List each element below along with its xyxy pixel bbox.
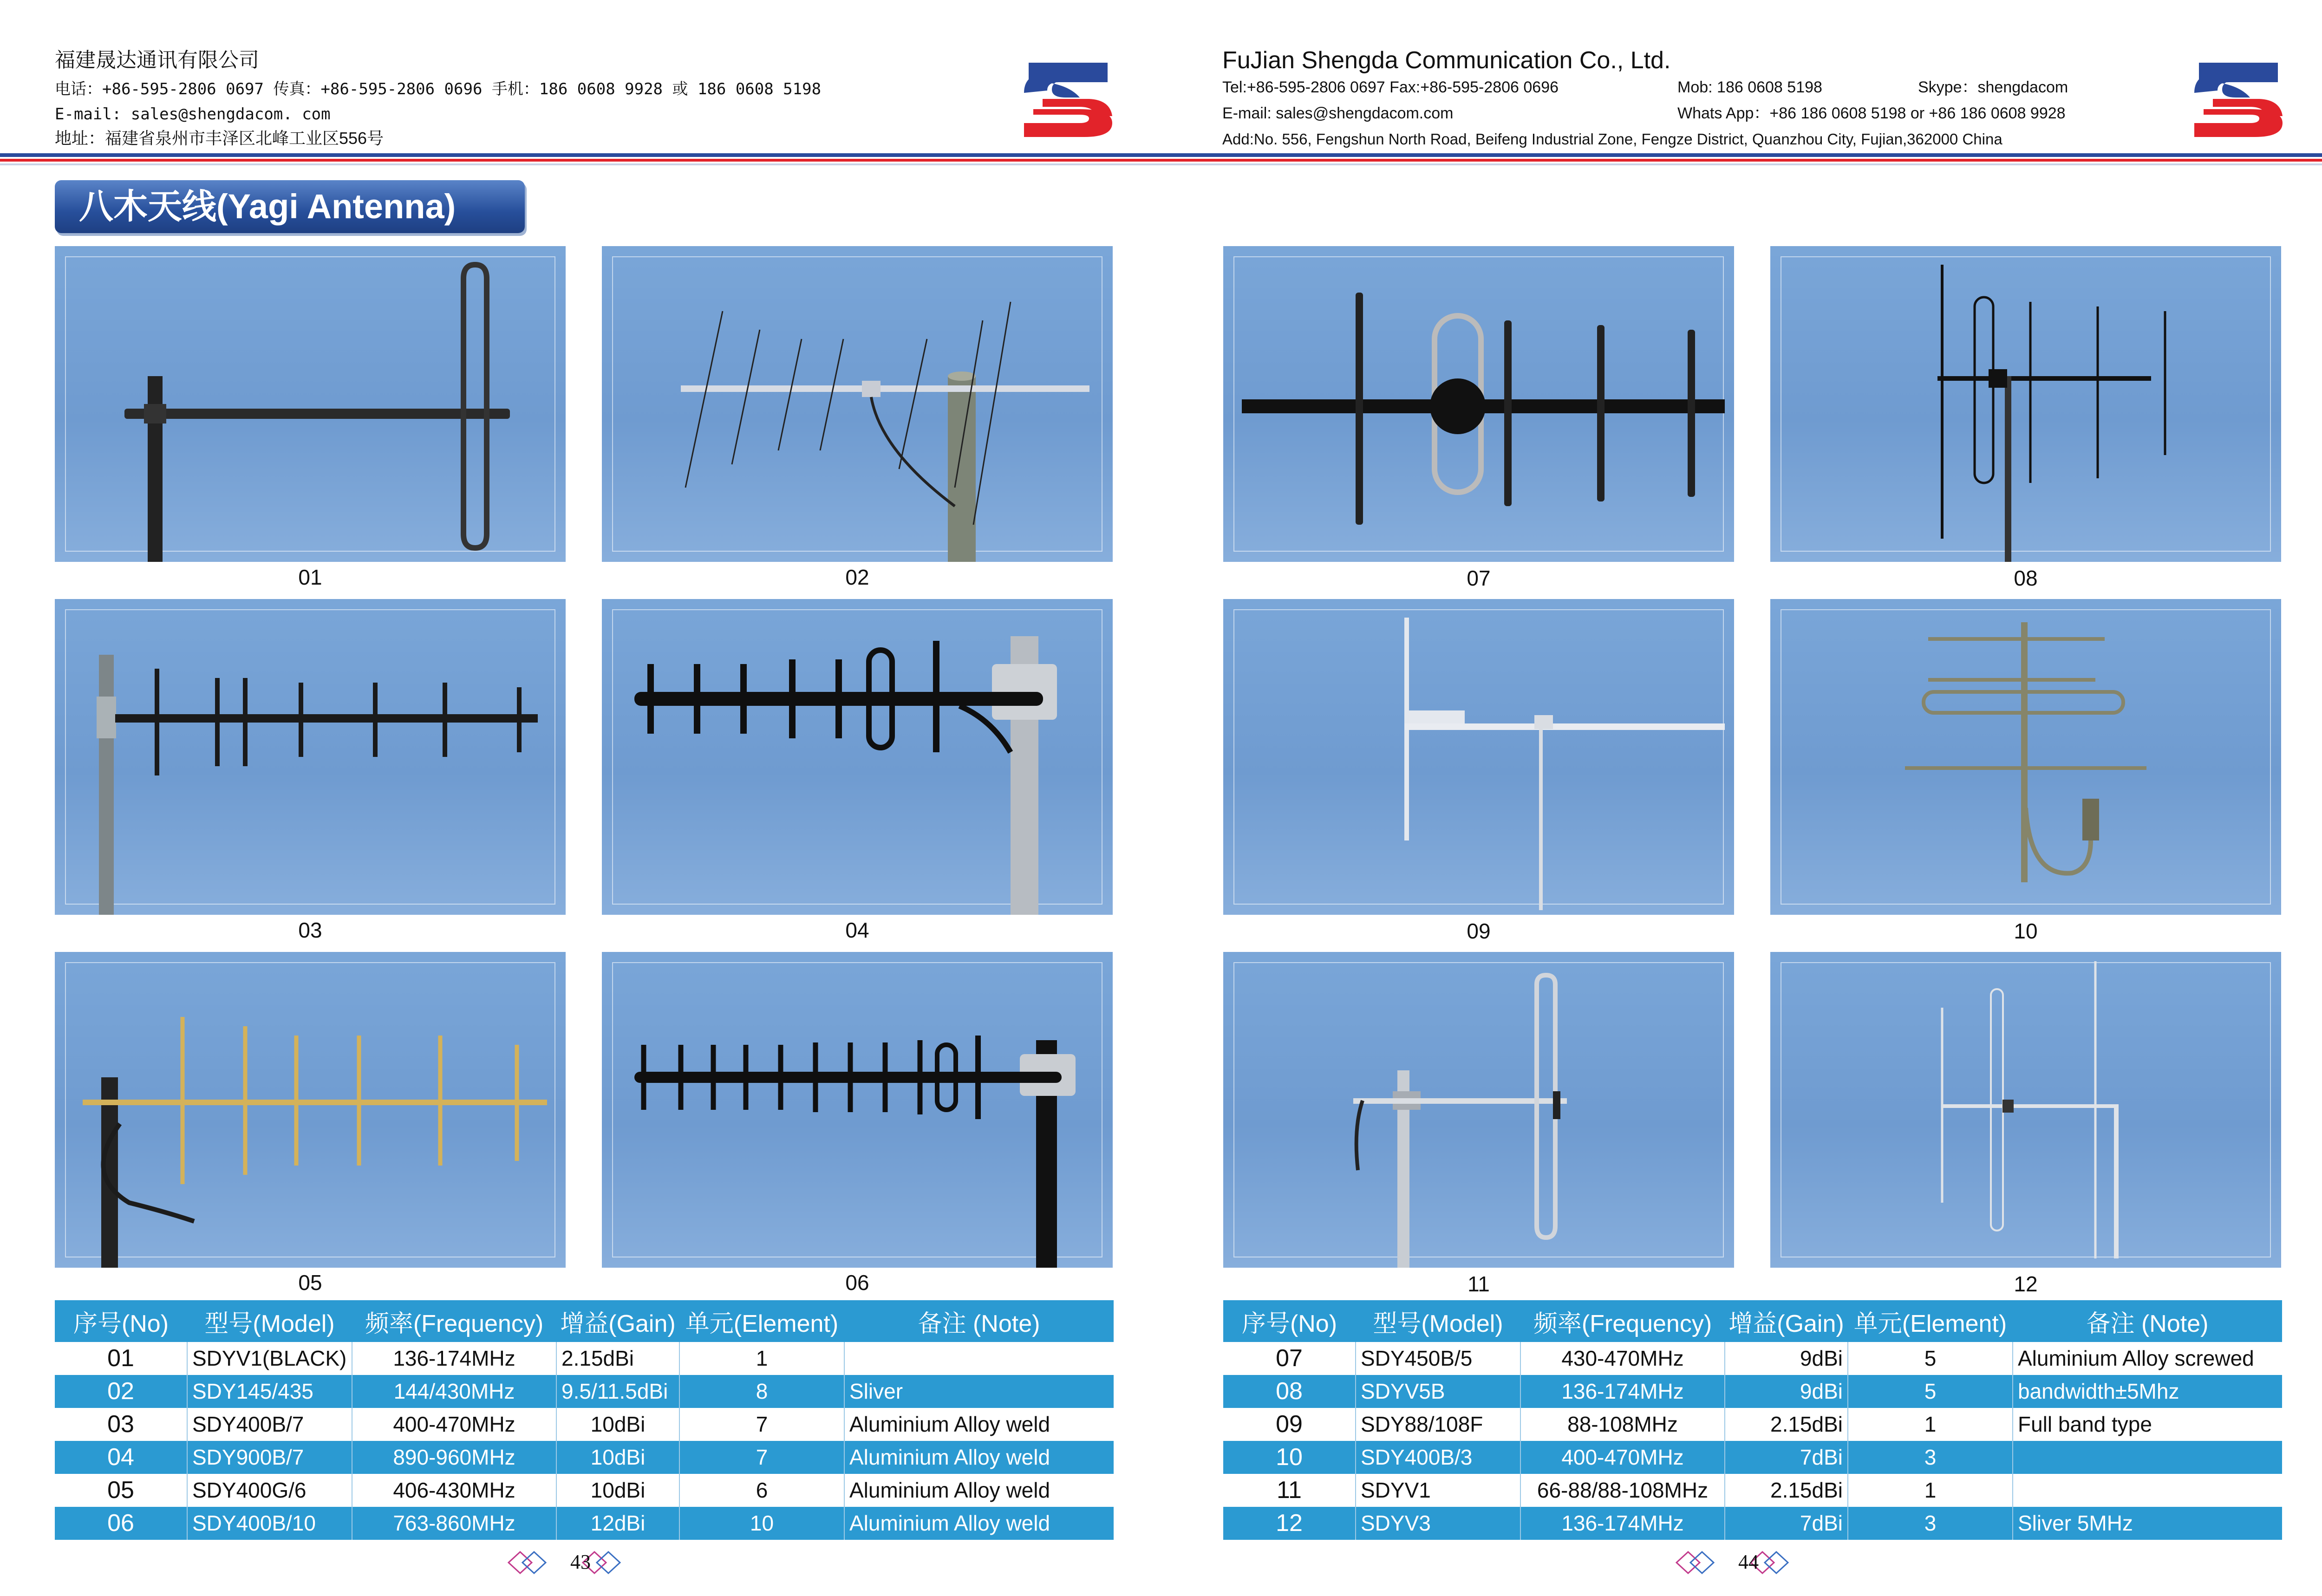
- cell-no: 09: [1223, 1408, 1356, 1441]
- cell-gain: 10dBi: [556, 1474, 679, 1507]
- spec-table-right: [1223, 1300, 2282, 1540]
- col-header-model: 型号(Model): [1356, 1300, 1520, 1342]
- caption-08: 08: [2014, 566, 2038, 590]
- cell-no: 06: [55, 1507, 187, 1540]
- cell-no: 10: [1223, 1441, 1356, 1474]
- cell-element: 10: [679, 1507, 844, 1540]
- email-line-cn: E-mail: sales@shengdacom. com: [55, 105, 331, 124]
- cell-model: SDYV3: [1356, 1507, 1520, 1540]
- email-line: E-mail: sales@shengdacom.com: [1222, 104, 1454, 122]
- cell-note: Sliver: [844, 1375, 1114, 1408]
- cell-model: SDYV5B: [1356, 1375, 1520, 1408]
- caption-02: 02: [845, 565, 869, 589]
- col-header-gain: 增益(Gain): [1725, 1300, 1848, 1342]
- cell-frequency: 400-470MHz: [352, 1408, 556, 1441]
- cell-note: Aluminium Alloy weld: [844, 1441, 1114, 1474]
- col-header-note: 备注 (Note): [2013, 1300, 2282, 1342]
- cell-frequency: 400-470MHz: [1520, 1441, 1725, 1474]
- cell-no: 11: [1223, 1474, 1356, 1507]
- product-photo-06: [602, 952, 1113, 1268]
- table-row: [1223, 1474, 2282, 1507]
- cell-gain: 10dBi: [556, 1441, 679, 1474]
- table-row: [55, 1342, 1114, 1375]
- table-row: [1223, 1408, 2282, 1441]
- cell-frequency: 406-430MHz: [352, 1474, 556, 1507]
- cell-note: [2013, 1474, 2282, 1507]
- product-photo-04: [602, 599, 1113, 915]
- cell-no: 01: [55, 1342, 187, 1375]
- cell-note: Sliver 5MHz: [2013, 1507, 2282, 1540]
- cell-note: Aluminium Alloy weld: [844, 1507, 1114, 1540]
- page-number-right: 44: [1738, 1550, 1759, 1573]
- cell-note: Aluminium Alloy weld: [844, 1408, 1114, 1441]
- cell-no: 12: [1223, 1507, 1356, 1540]
- cell-frequency: 88-108MHz: [1520, 1408, 1725, 1441]
- page-number-left: 43: [570, 1550, 591, 1573]
- cell-no: 02: [55, 1375, 187, 1408]
- table-row: [1223, 1507, 2282, 1540]
- cell-model: SDY450B/5: [1356, 1342, 1520, 1375]
- col-header-note: 备注 (Note): [844, 1300, 1114, 1342]
- cell-element: 5: [1848, 1342, 2013, 1375]
- table-row: [1223, 1441, 2282, 1474]
- col-header-frequency: 频率(Frequency): [1520, 1300, 1725, 1342]
- cell-no: 03: [55, 1408, 187, 1441]
- col-header-element: 单元(Element): [1848, 1300, 2013, 1342]
- cell-note: bandwidth±5Mhz: [2013, 1375, 2282, 1408]
- cell-model: SDY400G/6: [187, 1474, 352, 1507]
- caption-06: 06: [845, 1270, 869, 1295]
- col-header-no: 序号(No): [1223, 1300, 1356, 1342]
- header-stripe-red: [0, 159, 2322, 162]
- address-line-en: Add:No. 556, Fengshun North Road, Beifeng Industrial Zone, Fengze District, Quanzhou City, Fujian,362000 China: [1222, 130, 2002, 148]
- cell-gain: 2.15dBi: [556, 1342, 679, 1375]
- cell-model: SDY400B/7: [187, 1408, 352, 1441]
- cell-note: [2013, 1441, 2282, 1474]
- cell-gain: 9dBi: [1725, 1342, 1848, 1375]
- caption-03: 03: [298, 918, 322, 942]
- product-photo-09: [1223, 599, 1734, 915]
- whatsapp-line: Whats App：+86 186 0608 5198 or +86 186 0608 9928: [1677, 104, 2066, 122]
- cell-model: SDYV1(BLACK): [187, 1342, 352, 1375]
- table-row: [55, 1408, 1114, 1441]
- cell-model: SDY88/108F: [1356, 1408, 1520, 1441]
- product-photo-12: [1770, 952, 2281, 1268]
- cell-element: 6: [679, 1474, 844, 1507]
- cell-note: Full band type: [2013, 1408, 2282, 1441]
- cell-frequency: 430-470MHz: [1520, 1342, 1725, 1375]
- spec-table-left: [55, 1300, 1114, 1540]
- cell-gain: 2.15dBi: [1725, 1474, 1848, 1507]
- col-header-no: 序号(No): [55, 1300, 187, 1342]
- cell-no: 07: [1223, 1342, 1356, 1375]
- cell-element: 5: [1848, 1375, 2013, 1408]
- product-photo-05: [55, 952, 566, 1268]
- cell-gain: 7dBi: [1725, 1441, 1848, 1474]
- cell-note: [844, 1342, 1114, 1375]
- tel-fax-line: Tel:+86-595-2806 0697 Fax:+86-595-2806 0696: [1222, 78, 1559, 96]
- cell-model: SDY400B/3: [1356, 1441, 1520, 1474]
- cell-gain: 7dBi: [1725, 1507, 1848, 1540]
- cell-element: 1: [1848, 1474, 2013, 1507]
- cell-no: 05: [55, 1474, 187, 1507]
- header-stripe-blue: [0, 153, 2322, 157]
- cell-gain: 2.15dBi: [1725, 1408, 1848, 1441]
- product-photo-11: [1223, 952, 1734, 1268]
- cell-model: SDY900B/7: [187, 1441, 352, 1474]
- product-photo-02: [602, 246, 1113, 562]
- cell-frequency: 66-88/88-108MHz: [1520, 1474, 1725, 1507]
- cell-model: SDY400B/10: [187, 1507, 352, 1540]
- cell-element: 7: [679, 1408, 844, 1441]
- cell-gain: 12dBi: [556, 1507, 679, 1540]
- caption-07: 07: [1467, 566, 1491, 590]
- product-photo-07: [1223, 246, 1734, 562]
- phone-fax-line-cn: 电话：+86-595-2806 0697 传真：+86-595-2806 0696 手机：186 0608 9928 或 186 0608 5198: [55, 80, 822, 98]
- address-line-cn: 地址：福建省泉州市丰泽区北峰工业区556号: [55, 129, 384, 148]
- table-row: [55, 1474, 1114, 1507]
- cell-frequency: 136-174MHz: [1520, 1375, 1725, 1408]
- cell-note: Aluminium Alloy screwed: [2013, 1342, 2282, 1375]
- cell-model: SDY145/435: [187, 1375, 352, 1408]
- caption-10: 10: [2014, 919, 2038, 943]
- header-stripe-light: [0, 163, 2322, 165]
- page-number-ornament-left: [504, 1546, 625, 1579]
- cell-frequency: 136-174MHz: [352, 1342, 556, 1375]
- table-row: [55, 1375, 1114, 1408]
- table-row: [55, 1441, 1114, 1474]
- cell-gain: 9dBi: [1725, 1375, 1848, 1408]
- product-photo-08: [1770, 246, 2281, 562]
- cell-no: 04: [55, 1441, 187, 1474]
- col-header-gain: 增益(Gain): [556, 1300, 679, 1342]
- cell-element: 1: [679, 1342, 844, 1375]
- cell-gain: 9.5/11.5dBi: [556, 1375, 679, 1408]
- col-header-model: 型号(Model): [187, 1300, 352, 1342]
- cell-frequency: 890-960MHz: [352, 1441, 556, 1474]
- cell-gain: 10dBi: [556, 1408, 679, 1441]
- company-logo-left: [1015, 53, 1117, 142]
- skype-line: Skype：shengdacom: [1918, 78, 2068, 96]
- cell-element: 8: [679, 1375, 844, 1408]
- caption-04: 04: [845, 918, 869, 942]
- caption-05: 05: [298, 1270, 322, 1295]
- cell-frequency: 136-174MHz: [1520, 1507, 1725, 1540]
- table-row: [55, 1507, 1114, 1540]
- caption-12: 12: [2014, 1272, 2038, 1296]
- company-logo-right: [2185, 53, 2287, 142]
- product-photo-10: [1770, 599, 2281, 915]
- cell-element: 3: [1848, 1441, 2013, 1474]
- company-name-en: FuJian Shengda Communication Co., Ltd.: [1222, 47, 1671, 74]
- table-row: [1223, 1342, 2282, 1375]
- cell-model: SDYV1: [1356, 1474, 1520, 1507]
- caption-09: 09: [1467, 919, 1491, 943]
- cell-no: 08: [1223, 1375, 1356, 1408]
- page-number-ornament-right: [1672, 1546, 1793, 1579]
- col-header-element: 单元(Element): [679, 1300, 844, 1342]
- table-row: [1223, 1375, 2282, 1408]
- cell-note: Aluminium Alloy weld: [844, 1474, 1114, 1507]
- product-photo-03: [55, 599, 566, 915]
- product-photo-01: [55, 246, 566, 562]
- cell-element: 3: [1848, 1507, 2013, 1540]
- cell-frequency: 144/430MHz: [352, 1375, 556, 1408]
- company-name-cn: 福建晟达通讯有限公司: [55, 49, 259, 72]
- section-title: 八木天线(Yagi Antenna): [55, 180, 525, 233]
- col-header-frequency: 频率(Frequency): [352, 1300, 556, 1342]
- cell-frequency: 763-860MHz: [352, 1507, 556, 1540]
- cell-element: 1: [1848, 1408, 2013, 1441]
- cell-element: 7: [679, 1441, 844, 1474]
- caption-01: 01: [298, 565, 322, 589]
- mobile-line: Mob: 186 0608 5198: [1677, 78, 1822, 96]
- caption-11: 11: [1468, 1272, 1490, 1296]
